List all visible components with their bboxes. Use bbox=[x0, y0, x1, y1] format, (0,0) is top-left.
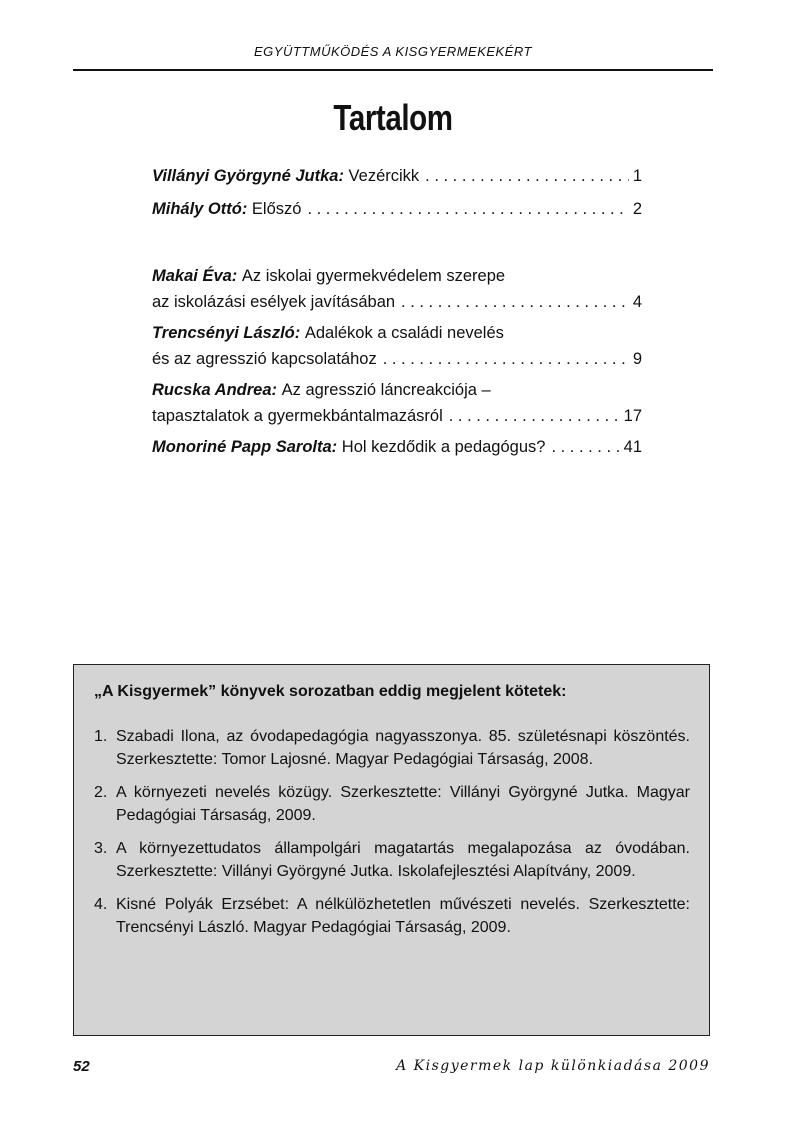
toc-page-number: 9 bbox=[632, 350, 642, 368]
list-number: 4. bbox=[94, 896, 108, 913]
toc-title-continued: és az agresszió kapcsolatához bbox=[152, 350, 377, 368]
toc-author: Villányi Györgyné Jutka: bbox=[152, 167, 344, 185]
publication-footer: A Kisgyermek lap különkiadása 2009 bbox=[396, 1058, 710, 1074]
toc-entry[interactable] bbox=[152, 377, 642, 429]
toc-title: Előszó bbox=[251, 200, 302, 218]
toc-title: Hol kezdődik a pedagógus? bbox=[341, 438, 546, 456]
dot-leader bbox=[383, 346, 629, 372]
toc-entry[interactable] bbox=[152, 196, 642, 222]
toc-author: Monoriné Papp Sarolta: bbox=[152, 438, 338, 456]
toc-page-number: 17 bbox=[623, 407, 642, 425]
running-head: EGYÜTTMŰKÖDÉS A KISGYERMEKEKÉRT bbox=[254, 44, 532, 59]
toc-title-continued: tapasztalatok a gyermekbántalmazásról bbox=[152, 407, 443, 425]
toc-title-continued: az iskolázási esélyek javításában bbox=[152, 293, 396, 311]
list-number: 2. bbox=[94, 784, 108, 801]
toc-entry[interactable] bbox=[152, 320, 642, 372]
list-text: A környezettudatos állampolgári magatartás megalapozása az óvodában. Szerkesztette: Villányi Györgyné Jutka. Iskolafejlesztési Alapítvány, 2009. bbox=[116, 840, 690, 880]
series-box bbox=[73, 664, 710, 1036]
dot-leader bbox=[307, 196, 628, 222]
page-number: 52 bbox=[73, 1058, 90, 1075]
toc-entry[interactable] bbox=[152, 434, 642, 460]
toc-page-number: 4 bbox=[632, 293, 642, 311]
toc-author: Trencsényi László: bbox=[152, 324, 301, 342]
list-item bbox=[94, 781, 690, 827]
list-text: Kisné Polyák Erzsébet: A nélkülözhetetlen művészeti nevelés. Szerkesztette: Trencsényi László. Magyar Pedagógiai Társaság, 2009. bbox=[116, 896, 690, 936]
list-number: 1. bbox=[94, 728, 108, 745]
toc-author: Rucska Andrea: bbox=[152, 381, 278, 399]
toc-page-number: 1 bbox=[632, 167, 642, 185]
list-item bbox=[94, 893, 690, 939]
series-heading: „A Kisgyermek” könyvek sorozatban eddig megjelent kötetek: bbox=[94, 683, 567, 700]
header-rule bbox=[73, 69, 713, 71]
dot-leader bbox=[401, 289, 629, 315]
series-list bbox=[94, 725, 690, 949]
list-text: Szabadi Ilona, az óvodapedagógia nagyasszonya. 85. születésnapi köszöntés. Szerkesztette: Tomor Lajosné. Magyar Pedagógiai Társaság, 2008. bbox=[116, 728, 690, 768]
toc-page-number: 2 bbox=[632, 200, 642, 218]
list-item bbox=[94, 837, 690, 883]
toc-page-number: 41 bbox=[623, 438, 642, 456]
dot-leader bbox=[551, 434, 619, 460]
toc-title: Vezércikk bbox=[348, 167, 420, 185]
list-item bbox=[94, 725, 690, 771]
page-title: Tartalom bbox=[333, 97, 453, 138]
toc-author: Makai Éva: bbox=[152, 267, 238, 285]
toc-entry[interactable] bbox=[152, 163, 642, 189]
list-text: A környezeti nevelés közügy. Szerkesztette: Villányi Györgyné Jutka. Magyar Pedagógiai Társaság, 2009. bbox=[116, 784, 690, 824]
toc-entry[interactable] bbox=[152, 263, 642, 315]
toc-author: Mihály Ottó: bbox=[152, 200, 248, 218]
dot-leader bbox=[425, 163, 629, 189]
toc-title: Az iskolai gyermekvédelem szerepe bbox=[241, 267, 506, 285]
toc-title: Adalékok a családi nevelés bbox=[304, 324, 504, 342]
dot-leader bbox=[449, 403, 620, 429]
toc-title: Az agresszió láncreakciója – bbox=[281, 381, 491, 399]
list-number: 3. bbox=[94, 840, 108, 857]
